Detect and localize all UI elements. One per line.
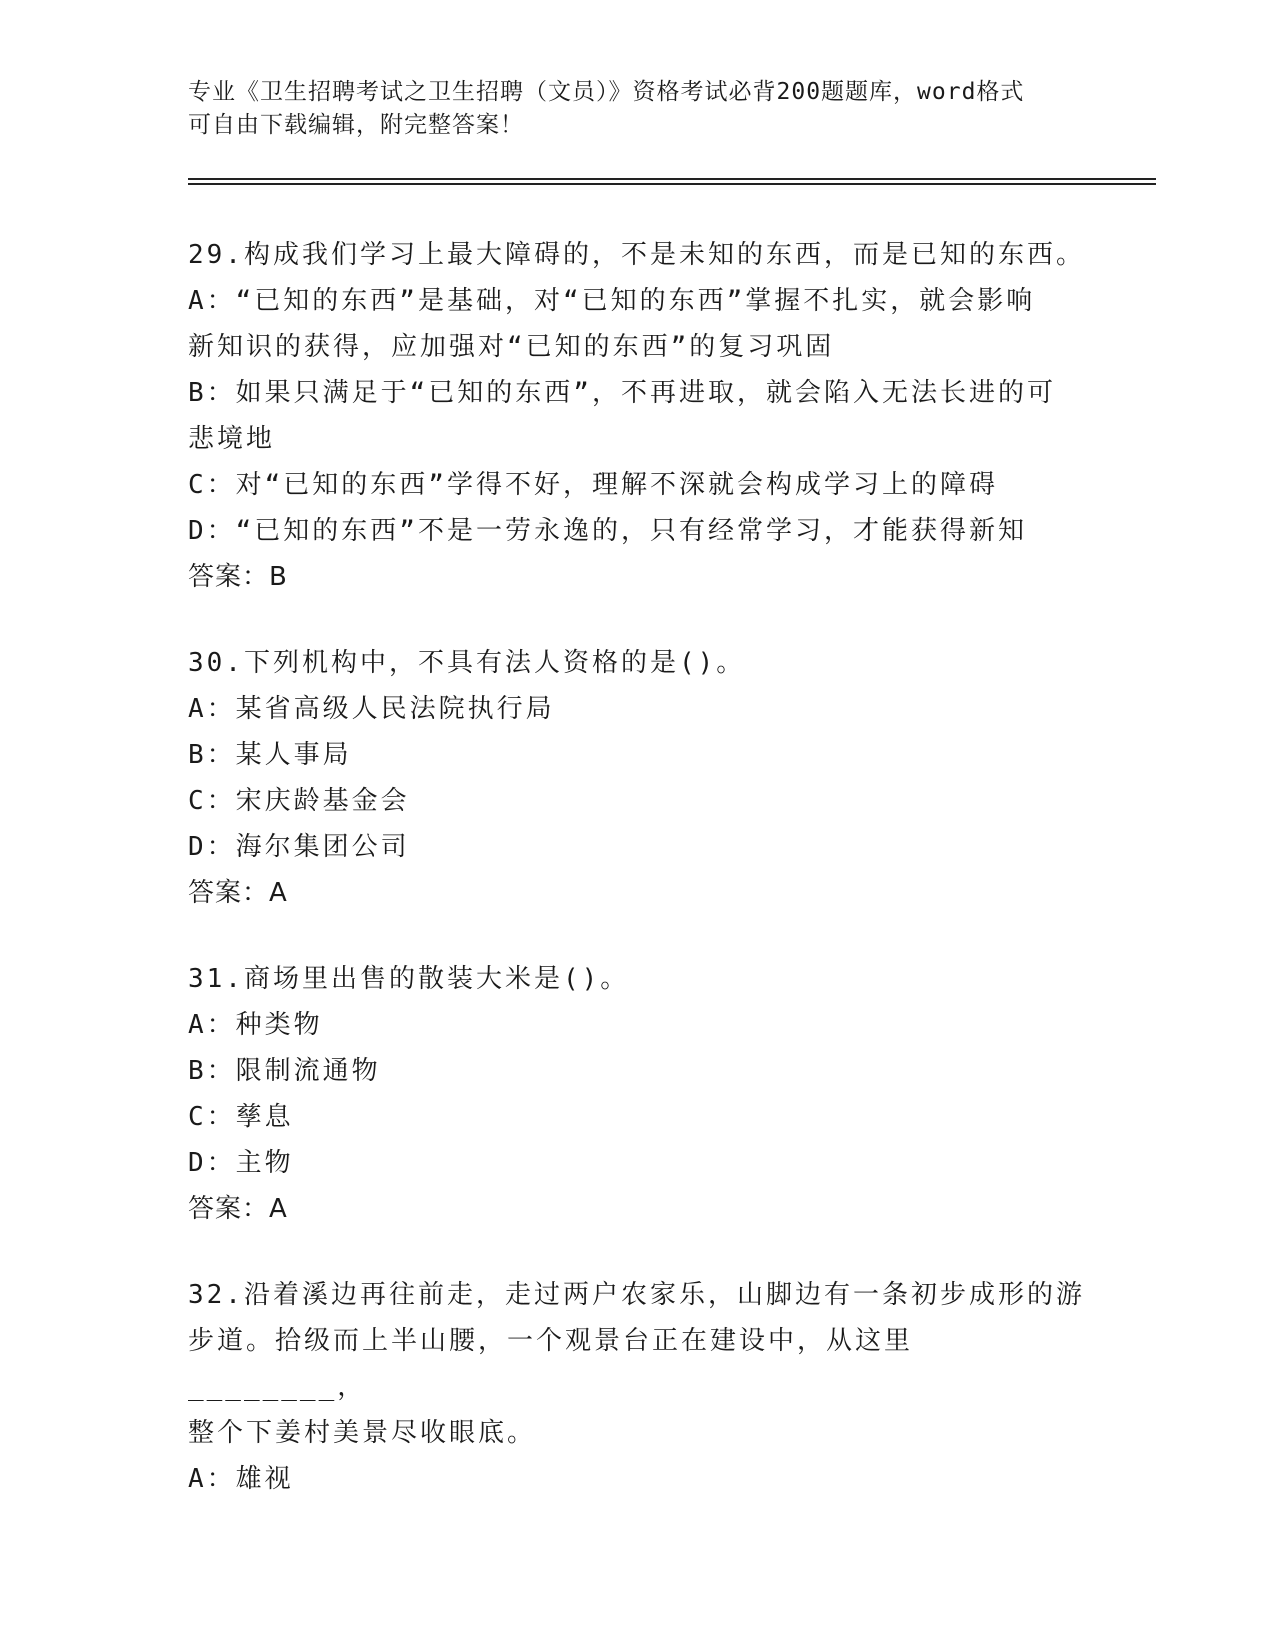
option-a: A：雄视 [188,1464,294,1494]
answer-line: 答案：B [188,562,288,592]
option-a-line-1: A：“已知的东西”是基础，对“已知的东西”掌握不扎实，就会影响 [188,286,1036,316]
option-a-line-2: 新知识的获得，应加强对“已知的东西”的复习巩固 [188,332,835,362]
question-stem: 29.构成我们学习上最大障碍的，不是未知的东西，而是已知的东西。 [188,240,1085,270]
header-rule-top [188,178,1156,180]
option-d: D：“已知的东西”不是一劳永逸的，只有经常学习，才能获得新知 [188,516,1027,546]
answer-line: 答案：A [188,1194,288,1224]
option-a: A：某省高级人民法院执行局 [188,694,555,724]
question-stem-line-3: 整个下姜村美景尽收眼底。 [188,1418,537,1448]
option-d: D：主物 [188,1148,294,1178]
question-32 [188,1272,1088,1502]
option-d: D：海尔集团公司 [188,832,410,862]
question-stem-line-1: 32.沿着溪边再往前走，走过两户农家乐，山脚边有一条初步成形的游 [188,1280,1085,1310]
answer-line: 答案：A [188,878,288,908]
option-b: B：限制流通物 [188,1056,381,1086]
option-c: C：孳息 [188,1102,294,1132]
header-rule-bottom [188,183,1156,185]
question-29 [188,232,1088,600]
option-b-line-2: 悲境地 [188,424,276,454]
option-a: A：种类物 [188,1010,323,1040]
header-title-line-2: 可自由下载编辑，附完整答案！ [188,112,524,138]
question-stem-line-2: 步道。拾级而上半山腰，一个观景台正在建设中，从这里________， [188,1326,914,1402]
option-c: C：宋庆龄基金会 [188,786,410,816]
question-stem: 31.商场里出售的散装大米是()。 [188,964,630,994]
question-30 [188,640,1088,916]
question-stem: 30.下列机构中，不具有法人资格的是()。 [188,648,746,678]
document-header [188,76,1088,142]
header-title-line-1: 专业《卫生招聘考试之卫生招聘（文员）》资格考试必背200题题库，word格式 [188,79,1025,105]
question-31 [188,956,1088,1232]
option-b: B：某人事局 [188,740,352,770]
option-c: C：对“已知的东西”学得不好，理解不深就会构成学习上的障碍 [188,470,998,500]
option-b-line-1: B：如果只满足于“已知的东西”，不再进取，就会陷入无法长进的可 [188,378,1056,408]
question-list [188,232,1088,1542]
